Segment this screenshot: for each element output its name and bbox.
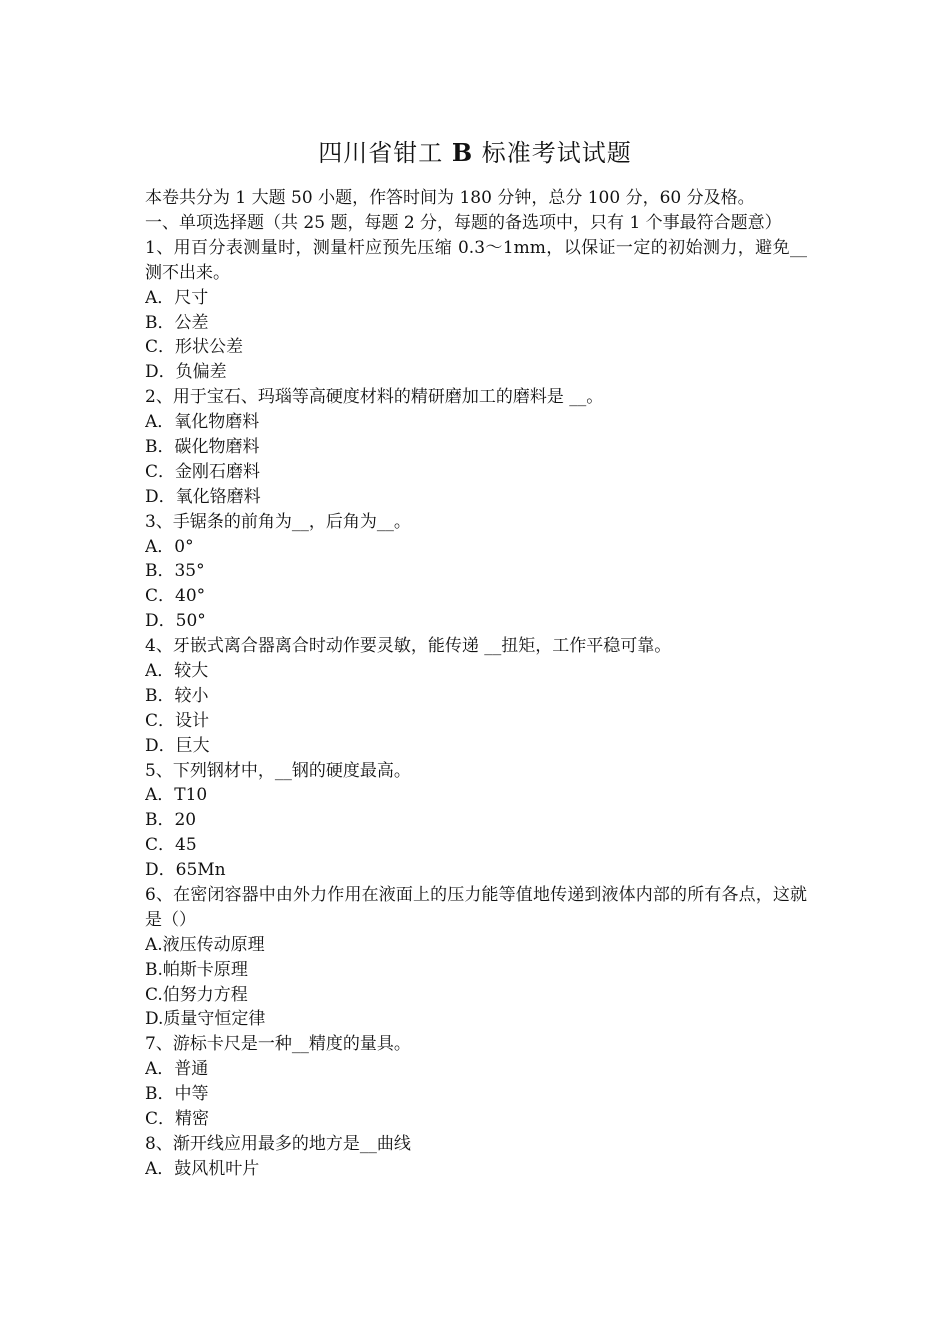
question-option: D.质量守恒定律	[145, 1009, 266, 1030]
question-stem: 6、在密闭容器中由外力作用在液面上的压力能等值地传递到液体内部的所有各点，这就是（）	[145, 884, 807, 930]
question-option: D．巨大	[145, 735, 210, 756]
title-part-1: 四川省钳工	[318, 139, 444, 167]
question-option: B．碳化物磨料	[145, 436, 260, 457]
question-3	[145, 510, 807, 634]
question-8	[145, 1132, 807, 1182]
question-2	[145, 385, 807, 509]
document-title	[0, 136, 950, 170]
question-7	[145, 1032, 807, 1132]
question-option: C．45	[145, 835, 197, 856]
question-1	[145, 236, 807, 385]
question-option: C.伯努力方程	[145, 984, 248, 1005]
question-option: C．金刚石磨料	[145, 461, 261, 482]
question-option: B．中等	[145, 1084, 209, 1105]
question-stem: 3、手锯条的前角为__，后角为__。	[145, 511, 411, 532]
question-option: A．T10	[145, 785, 208, 806]
exam-intro: 本卷共分为 1 大题 50 小题，作答时间为 180 分钟，总分 100 分，60 分及格。	[145, 188, 755, 208]
question-option: B．35°	[145, 561, 205, 582]
question-6	[145, 883, 807, 1032]
question-option: C．设计	[145, 710, 210, 731]
question-stem: 7、游标卡尺是一种__精度的量具。	[145, 1034, 411, 1055]
question-option: A．氧化物磨料	[145, 412, 260, 433]
document-body	[145, 186, 807, 1182]
question-option: B．较小	[145, 685, 209, 706]
question-5	[145, 759, 807, 883]
question-4	[145, 634, 807, 758]
question-stem: 5、下列钢材中，__钢的硬度最高。	[145, 760, 411, 781]
question-stem: 1、用百分表测量时，测量杆应预先压缩 0.3～1mm，以保证一定的初始测力，避免__测不出来。	[145, 237, 807, 283]
question-option: D．负偏差	[145, 362, 227, 383]
question-stem: 4、牙嵌式离合器离合时动作要灵敏，能传递 __扭矩，工作平稳可靠。	[145, 636, 672, 657]
question-option: A．较大	[145, 660, 209, 681]
question-option: C．40°	[145, 586, 206, 607]
section-heading: 一、单项选择题（共 25 题，每题 2 分，每题的备选项中，只有 1 个事最符合题意）	[145, 212, 782, 233]
question-option: B.帕斯卡原理	[145, 959, 248, 980]
question-option: C．形状公差	[145, 337, 244, 358]
question-option: A.液压传动原理	[145, 934, 265, 955]
title-part-bold: B	[451, 138, 474, 167]
question-option: C．精密	[145, 1109, 210, 1130]
question-option: D．氧化铬磨料	[145, 486, 261, 507]
question-option: A．尺寸	[145, 287, 209, 308]
question-option: D．50°	[145, 611, 206, 632]
title-part-2: 标准考试试题	[481, 139, 632, 167]
question-option: A．普通	[145, 1059, 209, 1080]
question-stem: 2、用于宝石、玛瑙等高硬度材料的精研磨加工的磨料是 __。	[145, 387, 604, 408]
question-stem: 8、渐开线应用最多的地方是__曲线	[145, 1133, 411, 1154]
question-option: A．鼓风机叶片	[145, 1158, 260, 1179]
question-option: B．20	[145, 810, 197, 831]
question-option: A．0°	[145, 536, 194, 557]
question-option: D．65Mn	[145, 860, 226, 881]
question-option: B．公差	[145, 312, 209, 333]
